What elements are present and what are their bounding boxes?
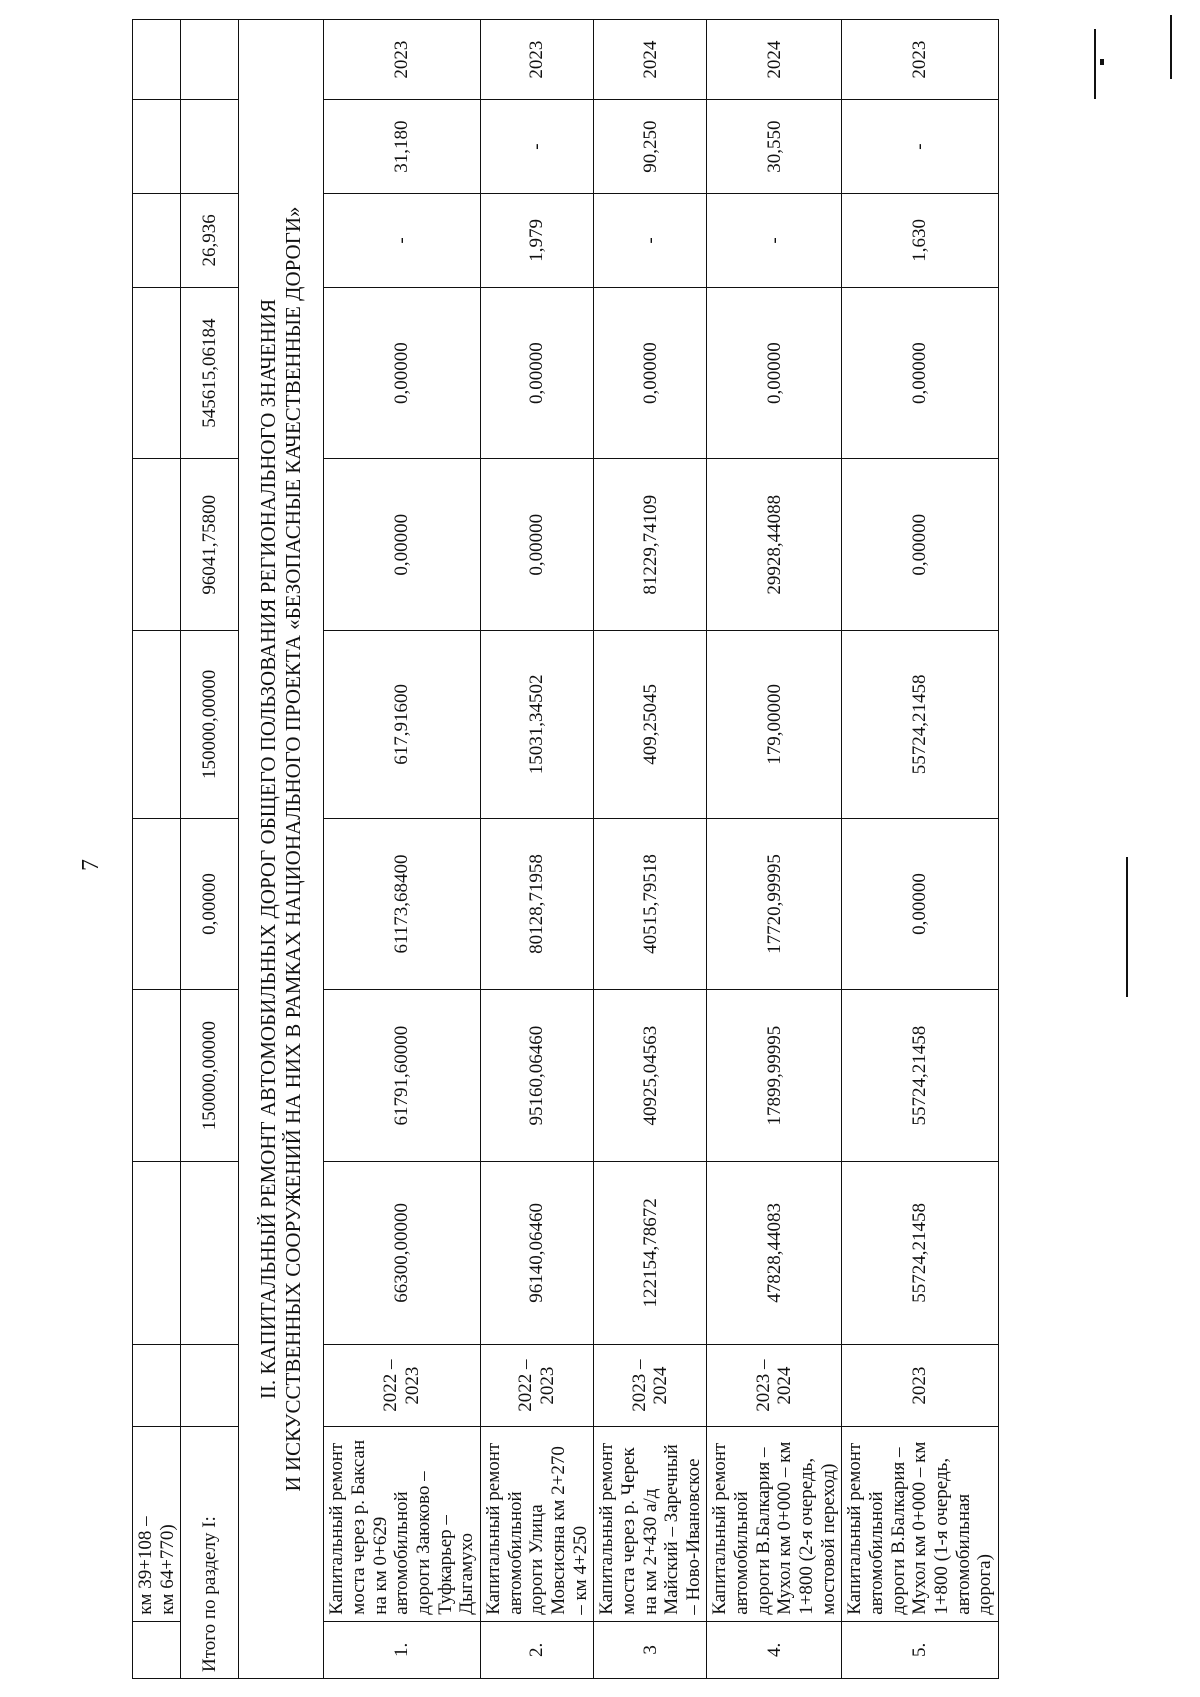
value-cell: 0,00000	[842, 459, 999, 631]
value-cell: 0,00000	[480, 287, 593, 459]
section-heading	[239, 20, 324, 1679]
value-cell: 61173,68400	[324, 818, 481, 990]
row-number: 4.	[707, 1621, 842, 1678]
value-cell: 30,550	[707, 100, 842, 194]
value-cell: 179,00000	[707, 631, 842, 819]
section-total-label: Итого по разделу I:	[181, 1427, 239, 1679]
carry-over-row	[133, 20, 181, 1679]
value-cell: 55724,21458	[842, 990, 999, 1162]
value-cell: 17720,99995	[707, 818, 842, 990]
total-cell: 96041,75800	[181, 459, 239, 631]
value-cell: 0,00000	[324, 459, 481, 631]
table-row	[594, 20, 707, 1679]
value-cell: -	[480, 100, 593, 194]
object-name: Капитальный ремонт автомобильной дороги В.Балкария – Мухол км 0+000 – км 1+800 (1-я очередь, автомобильная дорога)	[842, 1427, 999, 1622]
table-row	[480, 20, 593, 1679]
value-cell: 40515,79518	[594, 818, 707, 990]
row-number: 5.	[842, 1621, 999, 1678]
total-cell: 0,00000	[181, 818, 239, 990]
total-cell: 150000,00000	[181, 990, 239, 1162]
row-number: 2.	[480, 1621, 593, 1678]
object-name: Капитальный ремонт автомобильной дороги Улица Мовсисяна км 2+270 – км 4+250	[480, 1427, 593, 1622]
scan-mark	[1170, 15, 1172, 79]
value-cell: 96140,06460	[480, 1161, 593, 1344]
value-cell: 31,180	[324, 100, 481, 194]
scan-mark	[1094, 29, 1096, 99]
value-cell: 122154,78672	[594, 1161, 707, 1344]
value-cell: 40925,04563	[594, 990, 707, 1162]
section-heading-line: II. КАПИТАЛЬНЫЙ РЕМОНТ АВТОМОБИЛЬНЫХ ДОРОГ ОБЩЕГО ПОЛЬЗОВАНИЯ РЕГИОНАЛЬНОГО ЗНАЧЕНИЯ	[256, 298, 281, 1400]
value-cell: 1,979	[480, 194, 593, 288]
value-cell: -	[594, 194, 707, 288]
value-cell: 80128,71958	[480, 818, 593, 990]
year-cell: 2024	[594, 20, 707, 100]
row-number: 1.	[324, 1621, 481, 1678]
row-number: 3	[594, 1621, 707, 1678]
document-table	[132, 19, 999, 1679]
total-cell: 545615,06184	[181, 287, 239, 459]
value-cell: 17899,99995	[707, 990, 842, 1162]
value-cell: 47828,44083	[707, 1161, 842, 1344]
value-cell: 66300,00000	[324, 1161, 481, 1344]
year-cell: 2023	[480, 20, 593, 100]
value-cell: -	[842, 100, 999, 194]
value-cell: -	[324, 194, 481, 288]
table-row	[707, 20, 842, 1679]
year-cell: 2023	[842, 20, 999, 100]
value-cell: 0,00000	[480, 459, 593, 631]
scan-mark	[1126, 857, 1128, 997]
period-cell: 2023 – 2024	[594, 1344, 707, 1426]
section-heading-row	[239, 20, 324, 1679]
value-cell: 90,250	[594, 100, 707, 194]
value-cell: 55724,21458	[842, 631, 999, 819]
table-row	[324, 20, 481, 1679]
value-cell: 0,00000	[842, 818, 999, 990]
value-cell: 15031,34502	[480, 631, 593, 819]
value-cell: 1,630	[842, 194, 999, 288]
value-cell: -	[707, 194, 842, 288]
scan-mark	[1100, 59, 1104, 65]
object-name: Капитальный ремонт моста через р. Баксан на км 0+629 автомобильной дороги Заюково – Туфкарьер – Дыгамухо	[324, 1427, 481, 1622]
value-cell: 409,25045	[594, 631, 707, 819]
value-cell: 0,00000	[707, 287, 842, 459]
value-cell: 0,00000	[324, 287, 481, 459]
value-cell: 617,91600	[324, 631, 481, 819]
value-cell: 29928,44088	[707, 459, 842, 631]
period-cell: 2023 – 2024	[707, 1344, 842, 1426]
object-name: Капитальный ремонт моста через р. Черек на км 2+430 а/д Майский – Заречный – Ново-Ивановское	[594, 1427, 707, 1622]
total-cell: 150000,00000	[181, 631, 239, 819]
value-cell: 81229,74109	[594, 459, 707, 631]
value-cell: 55724,21458	[842, 1161, 999, 1344]
period-cell: 2022 – 2023	[480, 1344, 593, 1426]
value-cell: 0,00000	[594, 287, 707, 459]
section-heading-line: И ИСКУССТВЕННЫХ СООРУЖЕНИЙ НА НИХ В РАМКАХ НАЦИОНАЛЬНОГО ПРОЕКТА «БЕЗОПАСНЫЕ КАЧЕСТВЕННЫЕ ДОРОГИ»	[281, 206, 306, 1492]
table-row	[842, 20, 999, 1679]
value-cell: 0,00000	[842, 287, 999, 459]
section-total-row	[181, 20, 239, 1679]
period-cell: 2022 – 2023	[324, 1344, 481, 1426]
value-cell: 61791,60000	[324, 990, 481, 1162]
object-name: Капитальный ремонт автомобильной дороги В.Балкария – Мухол км 0+000 – км 1+800 (2-я очередь, мостовой переход)	[707, 1427, 842, 1622]
total-cell: 26,936	[181, 194, 239, 288]
carry-over-name: км 39+108 – км 64+770)	[133, 1427, 181, 1622]
year-cell: 2024	[707, 20, 842, 100]
value-cell: 95160,06460	[480, 990, 593, 1162]
page-number: 7	[78, 859, 104, 871]
period-cell: 2023	[842, 1344, 999, 1426]
year-cell: 2023	[324, 20, 481, 100]
